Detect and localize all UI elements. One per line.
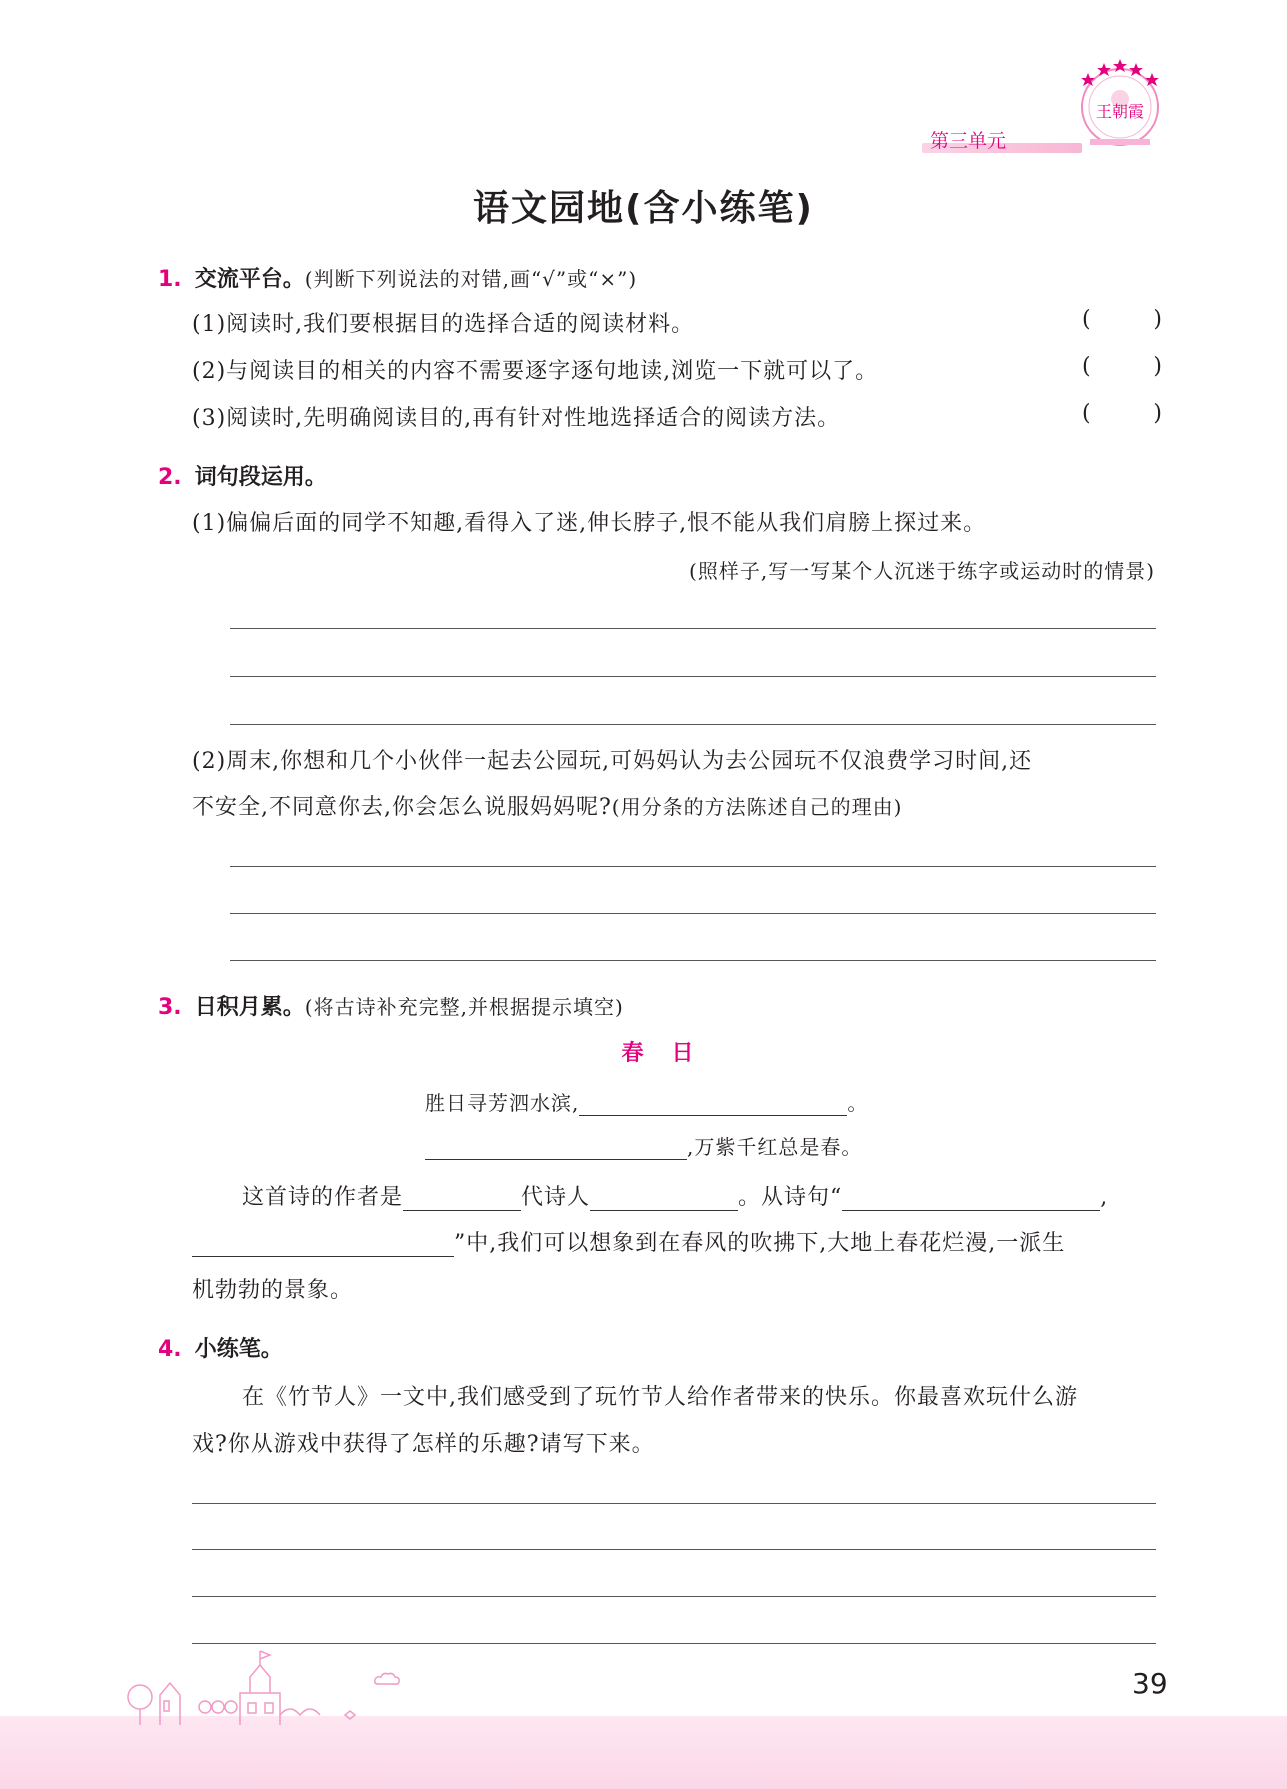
q4-answer-line-2[interactable] — [192, 1549, 1156, 1550]
q1-item-1: (1)阅读时,我们要根据目的选择合适的阅读材料。 — [192, 312, 695, 337]
q4-prompt-line-2: 戏?你从游戏中获得了怎样的乐趣?请写下来。 — [192, 1432, 655, 1457]
poem-line-2: ,万紫千红总是春。 — [425, 1131, 862, 1160]
verse-blank-1[interactable] — [842, 1188, 1100, 1211]
page-title: 语文园地(含小练笔) — [473, 188, 814, 229]
q2-number: 2. — [158, 465, 182, 490]
q3-paragraph-line-1: 这首诗的作者是 代诗人 。从诗句“ , — [242, 1185, 1109, 1210]
q1-item-3: (3)阅读时,先明确阅读目的,再有针对性地选择适合的阅读方法。 — [192, 406, 841, 431]
q1-instruction: (判断下列说法的对错,画“√”或“×”) — [304, 267, 638, 291]
poem-blank-1[interactable] — [579, 1093, 847, 1116]
q2-heading: 词句段运用。 — [194, 465, 327, 490]
unit-label: 第三单元 — [930, 130, 1007, 152]
q3-heading-row — [158, 990, 624, 1021]
q3-number: 3. — [158, 995, 182, 1020]
poem-blank-2[interactable] — [425, 1137, 687, 1160]
dynasty-blank[interactable] — [590, 1188, 738, 1211]
poem-line-1: 胜日寻芳泗水滨, 。 — [425, 1091, 869, 1115]
seal-text: 王朝霞 — [1095, 102, 1145, 121]
q4-prompt-line-1: 在《竹节人》一文中,我们感受到了玩竹节人给作者带来的快乐。你最喜欢玩什么游 — [242, 1385, 1078, 1410]
poem-title: 春日 — [621, 1040, 722, 1066]
q4-number: 4. — [158, 1337, 182, 1362]
q1-heading-row — [158, 262, 637, 293]
q2-item-2-line-1: (2)周末,你想和几个小伙伴一起去公园玩,可妈妈认为去公园玩不仅浪费学习时间,还 — [192, 749, 1033, 774]
q2-item-2-instruction: (用分条的方法陈述自己的理由) — [611, 795, 903, 819]
q2-answer-line-2[interactable] — [230, 676, 1156, 677]
q3-paragraph-line-3: 机勃勃的景象。 — [192, 1278, 354, 1303]
q1-number: 1. — [158, 267, 182, 292]
q4-answer-line-4[interactable] — [192, 1643, 1156, 1644]
q1-item-2: (2)与阅读目的相关的内容不需要逐字逐句地读,浏览一下就可以了。 — [192, 359, 879, 384]
q4-answer-line-1[interactable] — [192, 1503, 1156, 1504]
q1-answer-box-1[interactable]: ( ) — [1082, 307, 1162, 332]
q4-answer-line-3[interactable] — [192, 1596, 1156, 1597]
q2-answer-line-5[interactable] — [230, 913, 1156, 914]
brand-seal-logo — [1070, 55, 1170, 155]
footer-band — [0, 1716, 1287, 1789]
verse-blank-2[interactable] — [192, 1234, 454, 1257]
q4-heading-row — [158, 1332, 283, 1363]
q1-answer-box-2[interactable]: ( ) — [1082, 354, 1162, 379]
q1-answer-box-3[interactable]: ( ) — [1082, 401, 1162, 426]
q2-item-1-instruction: (照样子,写一写某个人沉迷于练字或运动时的情景) — [689, 559, 1155, 583]
q2-answer-line-1[interactable] — [230, 628, 1156, 629]
q3-instruction: (将古诗补充完整,并根据提示填空) — [304, 995, 624, 1019]
page-number: 39 — [1132, 1667, 1168, 1700]
q2-item-2-line-2: 不安全,不同意你去,你会怎么说服妈妈呢?(用分条的方法陈述自己的理由) — [192, 795, 903, 820]
q2-answer-line-3[interactable] — [230, 724, 1156, 725]
author-blank[interactable] — [403, 1188, 521, 1211]
q3-paragraph-line-2: ”中,我们可以想象到在春风的吹拂下,大地上春花烂漫,一派生 — [192, 1226, 1065, 1257]
q2-answer-line-6[interactable] — [230, 960, 1156, 961]
q1-heading: 交流平台。 — [194, 267, 305, 292]
cloud-doodle-icon — [372, 1668, 402, 1692]
q2-answer-line-4[interactable] — [230, 866, 1156, 867]
q4-heading: 小练笔。 — [194, 1337, 283, 1362]
q2-heading-row — [158, 460, 327, 491]
q2-item-1: (1)偏偏后面的同学不知趣,看得入了迷,伸长脖子,恨不能从我们肩膀上探过来。 — [192, 511, 987, 536]
q3-heading: 日积月累。 — [194, 995, 305, 1020]
